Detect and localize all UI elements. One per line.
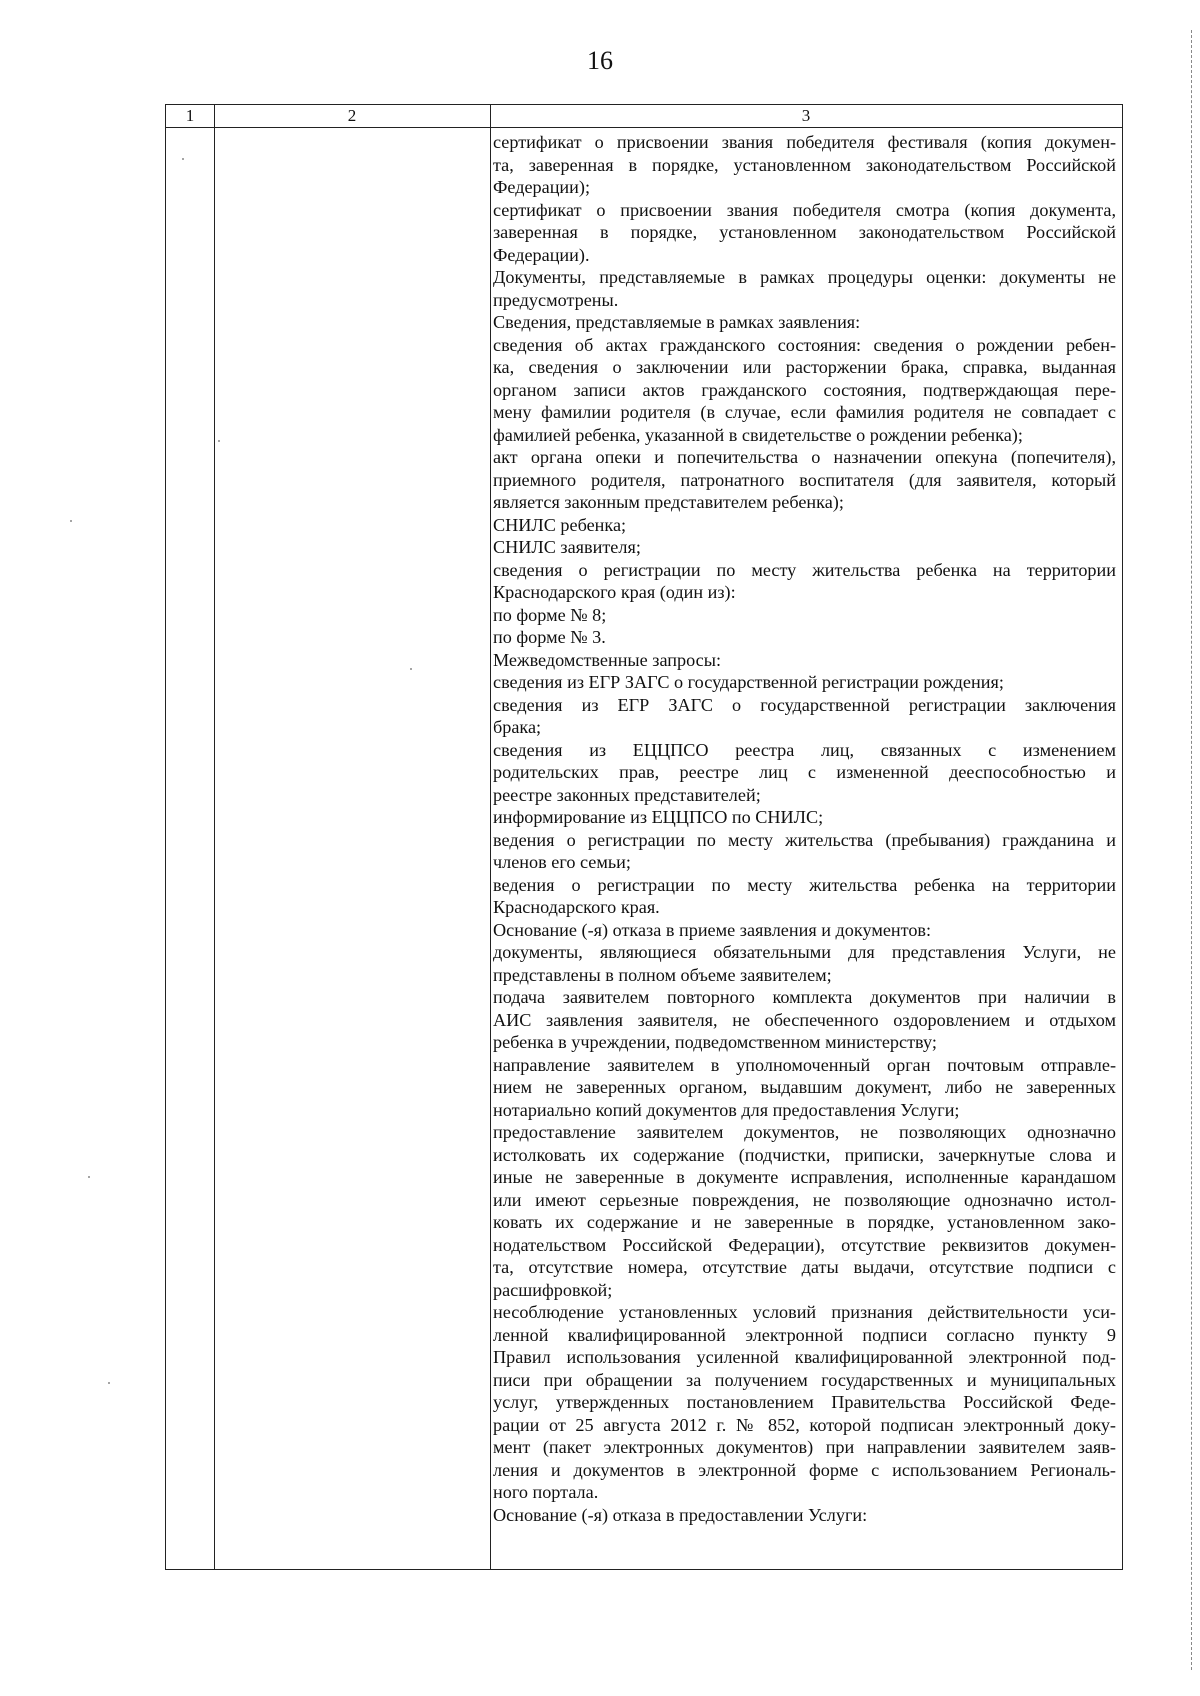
column-3-line: мент (пакет электронных документов) при направлении заявителем заяв- (493, 1437, 1116, 1457)
column-3-line: брака; (493, 717, 542, 737)
column-header-3: 3 (801, 106, 811, 125)
column-3-line: сведения из ЕГР ЗАГС о государственной регистрации заключения (493, 694, 1116, 715)
column-3-line: ления и документов в электронной форме с использованием Региональ- (493, 1459, 1116, 1480)
column-3-line: нодательством Российской Федерации), отсутствие реквизитов докумен- (493, 1234, 1116, 1255)
column-3-line: СНИЛС ребенка; (493, 514, 627, 535)
document-table (165, 104, 1123, 1570)
scan-speck (88, 1176, 90, 1178)
scan-speck (108, 1382, 110, 1384)
column-3-line: Федерации). (493, 244, 590, 265)
column-3-line: заверенная в порядке, установленном законодательством Российской (493, 222, 1116, 242)
column-3-line: АИС заявления заявителя, не обеспеченного оздоровлением и отдыхом (493, 1009, 1116, 1030)
column-3-line: приемного родителя, патронатного воспитателя (для заявителя, который (493, 469, 1116, 490)
column-3-line: по форме № 3. (493, 627, 606, 647)
column-3-line: истолковать их содержание (подчистки, приписки, зачеркнутые слова и (493, 1144, 1116, 1165)
table-header-row (166, 105, 1122, 128)
column-3-line: та, заверенная в порядке, установленном законодательством Российской (493, 154, 1116, 175)
column-3-line: информирование из ЕЦЦПСО по СНИЛС; (493, 807, 824, 827)
column-header-1: 1 (185, 106, 195, 125)
page-number: 16 (587, 46, 613, 75)
column-3-line: подача заявителем повторного комплекта документов при наличии в (493, 987, 1116, 1007)
column-3-line: ка, сведения о заключении или расторжении брака, справка, выданная (493, 357, 1116, 377)
column-3-line: та, отсутствие номера, отсутствие даты выдачи, отсутствие подписи с (493, 1257, 1116, 1277)
column-3-line: направление заявителем в уполномоченный орган почтовым отправле- (493, 1054, 1116, 1075)
column-3-line: СНИЛС заявителя; (493, 537, 641, 557)
column-3-line: ведения о регистрации по месту жительства (пребывания) гражданина и (493, 829, 1116, 850)
column-3-line: членов его семьи; (493, 852, 631, 872)
column-3-line: нотариально копий документов для предоставления Услуги; (493, 1099, 960, 1120)
column-3-line: предоставление заявителем документов, не позволяющих однозначно (493, 1122, 1116, 1142)
column-3-line: ленной квалифицированной электронной подписи согласно пункту 9 (493, 1324, 1116, 1345)
column-3-line: Сведения, представляемые в рамках заявления: (493, 312, 861, 332)
column-3-line: является законным представителем ребенка); (493, 492, 844, 512)
column-3-line: ковать их содержание и не заверенные в порядке, установленном зако- (493, 1212, 1116, 1232)
column-divider-2 (490, 105, 491, 1569)
column-3-line: Правил использования усиленной квалифицированной электронной под- (493, 1347, 1116, 1367)
scan-speck (218, 440, 220, 442)
column-3-line: органом записи актов гражданского состояния, подтверждающая пере- (493, 379, 1116, 400)
column-3-line: ведения о регистрации по месту жительства ребенка на территории (493, 874, 1116, 895)
scan-speck (70, 520, 72, 522)
column-3-line: несоблюдение установленных условий признания действительности уси- (493, 1302, 1116, 1322)
column-3-line: писи при обращении за получением государственных и муниципальных (493, 1369, 1116, 1390)
column-3-line: мену фамилии родителя (в случае, если фамилия родителя не совпадает с (493, 402, 1116, 422)
column-divider-1 (214, 105, 215, 1569)
column-3-line: документы, являющиеся обязательными для представления Услуги, не (493, 942, 1116, 962)
column-3-line: услуг, утвержденных постановлением Правительства Российской Феде- (493, 1392, 1116, 1412)
column-3-line: расшифровкой; (493, 1279, 613, 1300)
column-3-line: по форме № 8; (493, 604, 607, 625)
column-3-line: ного портала. (493, 1482, 599, 1502)
column-3-line: иные не заверенные в документе исправления, исполненные карандашом (493, 1167, 1116, 1187)
column-3-line: Основание (-я) отказа в приеме заявления и документов: (493, 919, 932, 940)
column-3-line: Краснодарского края (один из): (493, 582, 736, 602)
column-3-line: сертификат о присвоении звания победителя фестиваля (копия докумен- (493, 132, 1116, 152)
column-3-line: фамилией ребенка, указанной в свидетельстве о рождении ребенка); (493, 424, 1023, 445)
column-3-line: Основание (-я) отказа в предоставлении Услуги: (493, 1504, 868, 1525)
column-3-line: ребенка в учреждении, подведомственном министерству; (493, 1032, 937, 1052)
column-3-line: реестре законных представителей; (493, 784, 761, 805)
column-3-line: Федерации); (493, 177, 591, 197)
column-3-line: родительских прав, реестре лиц с измененной дееспособностью и (493, 762, 1116, 782)
column-3-line: Краснодарского края. (493, 897, 660, 917)
column-3-line: сведения об актах гражданского состояния: сведения о рождении ребен- (493, 334, 1116, 355)
column-3-line: предусмотрены. (493, 289, 619, 310)
column-3-line: нием не заверенных органом, выдавшим документ, либо не заверенных (493, 1077, 1116, 1097)
column-3-line: представлены в полном объеме заявителем; (493, 964, 832, 985)
column-3-line: сведения из ЕЦЦПСО реестра лиц, связанных с изменением (493, 739, 1116, 760)
scan-speck (182, 158, 184, 160)
scan-speck (410, 668, 412, 670)
column-3-line: Документы, представляемые в рамках процедуры оценки: документы не (493, 267, 1116, 287)
scan-edge-line (1191, 30, 1192, 1670)
column-3-line: сведения из ЕГР ЗАГС о государственной регистрации рождения; (493, 672, 1004, 692)
column-3-line: сведения о регистрации по месту жительства ребенка на территории (493, 559, 1116, 580)
column-3-text (493, 131, 1116, 1526)
column-3-line: сертификат о присвоении звания победителя смотра (копия документа, (493, 199, 1116, 220)
column-3-line: рации от 25 августа 2012 г. № 852, которой подписан электронный доку- (493, 1414, 1116, 1435)
column-3-line: акт органа опеки и попечительства о назначении опекуна (попечителя), (493, 447, 1116, 467)
column-3-line: Межведомственные запросы: (493, 649, 722, 670)
column-3-line: или имеют серьезные повреждения, не позволяющие однозначно истол- (493, 1189, 1116, 1210)
column-header-2: 2 (347, 106, 357, 125)
